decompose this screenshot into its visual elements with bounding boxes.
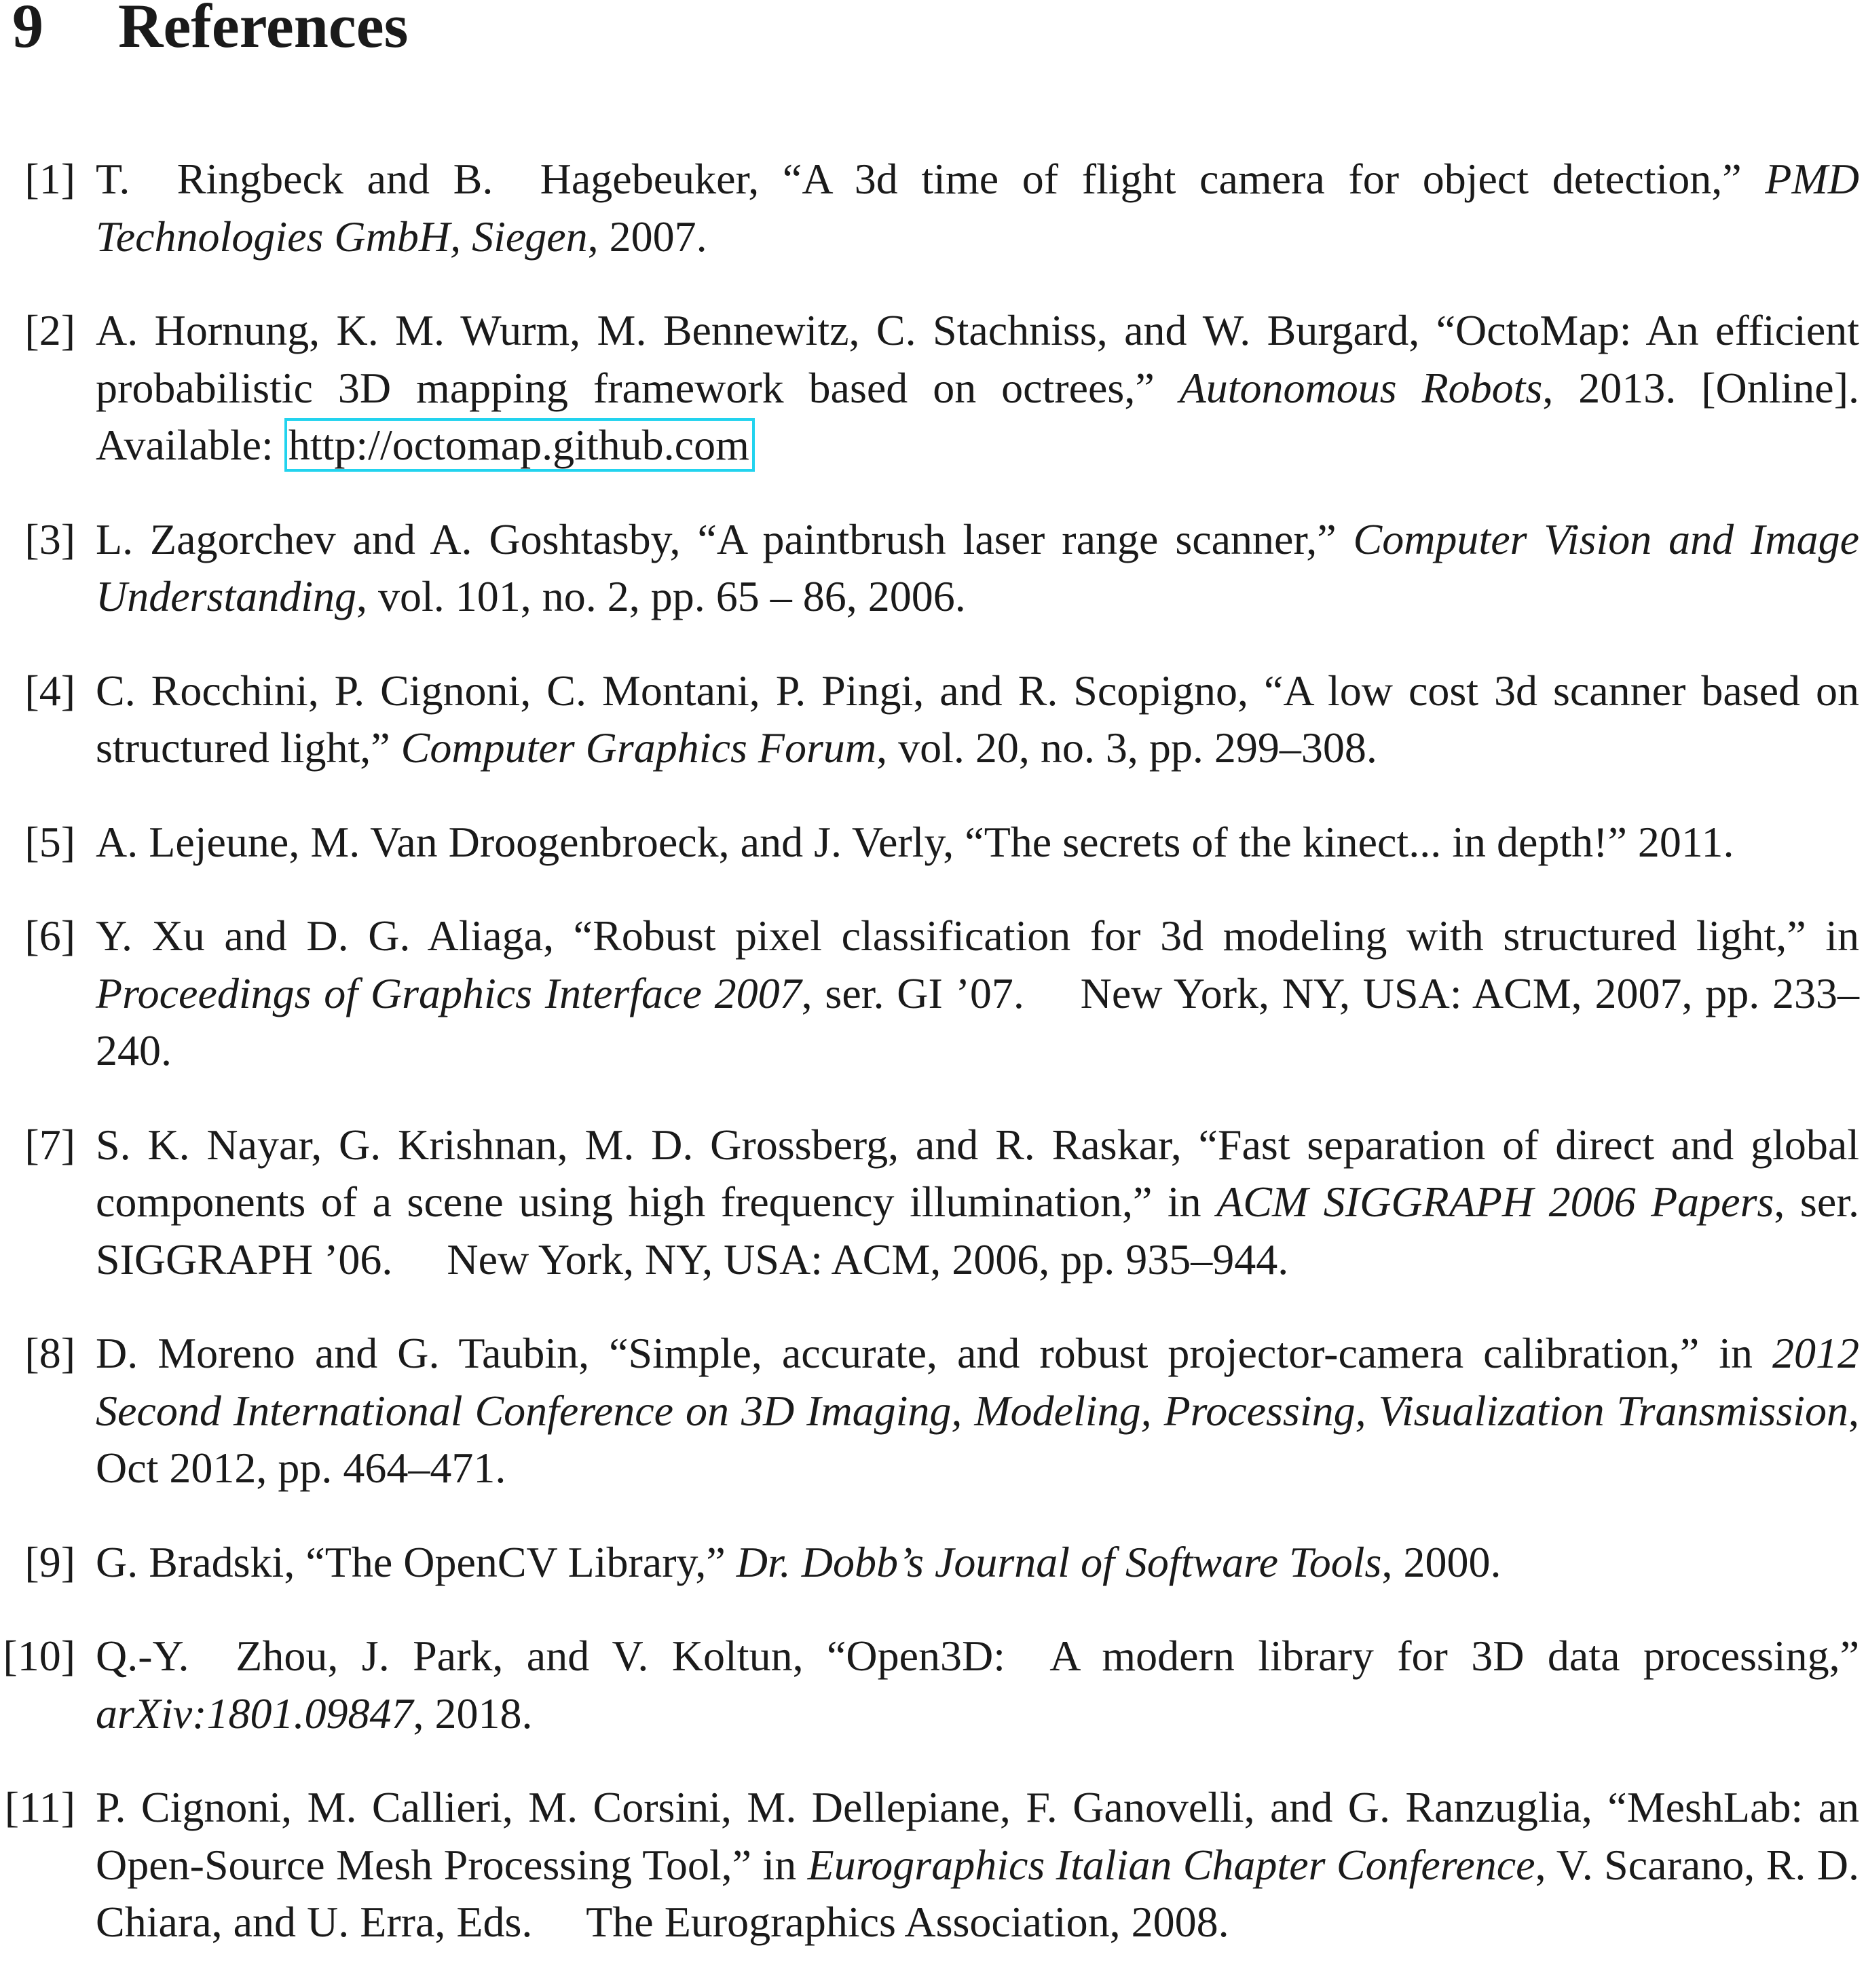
- reference-venue: 2012 Second International Conference on 3D Imaging, Modeling, Processing, Visualization Transmission: [96, 1329, 1859, 1435]
- reference-label: [8]: [24, 1329, 75, 1377]
- reference-item: [0, 1325, 1866, 1497]
- section-title: References: [118, 0, 409, 60]
- reference-label: [10]: [3, 1632, 75, 1680]
- reference-text: T. Ringbeck and B. Hagebeuker, “A 3d time of flight camera for object detection,”: [96, 155, 1766, 203]
- reference-item: [0, 1628, 1866, 1742]
- reference-details: , V. Scarano, R. D. Chiara, and U. Erra, Eds. The Eurographics Association, 2008.: [96, 1840, 1860, 1946]
- reference-item: [0, 662, 1866, 777]
- reference-text: G. Bradski, “The OpenCV Library,”: [96, 1537, 736, 1586]
- reference-text: Y. Xu and D. G. Aliaga, “Robust pixel classification for 3d modeling with structured light,” in: [96, 912, 1859, 960]
- reference-label: [4]: [24, 666, 75, 715]
- reference-venue: arXiv:1801.09847: [96, 1689, 413, 1738]
- reference-venue: Eurographics Italian Chapter Conference: [807, 1840, 1535, 1889]
- reference-list: [0, 151, 1866, 1988]
- reference-venue: ACM SIGGRAPH 2006 Papers: [1216, 1178, 1774, 1226]
- reference-venue: Dr. Dobb’s Journal of Software Tools: [736, 1537, 1382, 1586]
- reference-item: [0, 1779, 1866, 1951]
- reference-label: [5]: [24, 817, 75, 866]
- reference-item: [0, 1117, 1866, 1289]
- reference-details: , 2007.: [587, 212, 707, 261]
- reference-text: P. Cignoni, M. Callieri, M. Corsini, M. Dellepiane, F. Ganovelli, and G. Ranzuglia, “MeshLab: an Open-Source Mesh Processing Tool,” in: [96, 1783, 1859, 1889]
- reference-venue: PMD Technologies GmbH, Siegen: [96, 155, 1859, 261]
- reference-label: [7]: [24, 1120, 75, 1169]
- reference-details: , 2018.: [413, 1689, 533, 1738]
- reference-text: A. Lejeune, M. Van Droogenbroeck, and J. Verly, “The secrets of the kinect... in depth!” 2011.: [96, 817, 1734, 866]
- section-number: 9: [12, 0, 43, 60]
- reference-details: , ser. SIGGRAPH ’06. New York, NY, USA: ACM, 2006, pp. 935–944.: [96, 1178, 1860, 1283]
- reference-label: [9]: [24, 1537, 75, 1586]
- reference-label: [6]: [24, 912, 75, 960]
- reference-item: [0, 511, 1866, 626]
- reference-item: [0, 302, 1866, 474]
- reference-venue: Autonomous Robots: [1179, 363, 1543, 412]
- reference-venue: Computer Graphics Forum: [400, 724, 877, 772]
- reference-text: S. K. Nayar, G. Krishnan, M. D. Grossberg, and R. Raskar, “Fast separation of direct and global components of a scene using high frequency illumination,” in: [96, 1120, 1859, 1226]
- reference-details: , 2000.: [1381, 1537, 1501, 1586]
- reference-text: C. Rocchini, P. Cignoni, C. Montani, P. Pingi, and R. Scopigno, “A low cost 3d scanner based on structured light,”: [96, 666, 1859, 772]
- reference-text: A. Hornung, K. M. Wurm, M. Bennewitz, C. Stachniss, and W. Burgard, “OctoMap: An efficient probabilistic 3D mapping framework based on octrees,”: [96, 306, 1859, 412]
- reference-details: , ser. GI ’07. New York, NY, USA: ACM, 2007, pp. 233–240.: [96, 969, 1860, 1074]
- reference-label: [3]: [24, 514, 75, 563]
- reference-item: [0, 151, 1866, 265]
- reference-label: [2]: [24, 306, 75, 354]
- reference-item: [0, 1534, 1866, 1592]
- reference-details: , vol. 20, no. 3, pp. 299–308.: [876, 724, 1377, 772]
- reference-venue: Computer Vision and Image Understanding: [96, 514, 1860, 620]
- reference-details: , 2013. [Online]. Available:: [96, 363, 1860, 469]
- reference-item: [0, 814, 1866, 871]
- reference-details: , vol. 101, no. 2, pp. 65 – 86, 2006.: [356, 572, 966, 620]
- reference-item: [0, 907, 1866, 1080]
- reference-label: [11]: [4, 1783, 75, 1831]
- reference-text: Q.-Y. Zhou, J. Park, and V. Koltun, “Open3D: A modern library for 3D data processing,”: [96, 1632, 1859, 1680]
- reference-text: D. Moreno and G. Taubin, “Simple, accurate, and robust projector-camera calibration,” in: [96, 1329, 1772, 1377]
- reference-text: L. Zagorchev and A. Goshtasby, “A paintbrush laser range scanner,”: [96, 514, 1354, 563]
- reference-venue: Proceedings of Graphics Interface 2007: [96, 969, 802, 1017]
- section-heading: [12, 0, 408, 60]
- octomap-link[interactable]: http://octomap.github.com: [284, 418, 755, 472]
- reference-label: [1]: [24, 155, 75, 203]
- reference-details: , Oct 2012, pp. 464–471.: [96, 1386, 1859, 1492]
